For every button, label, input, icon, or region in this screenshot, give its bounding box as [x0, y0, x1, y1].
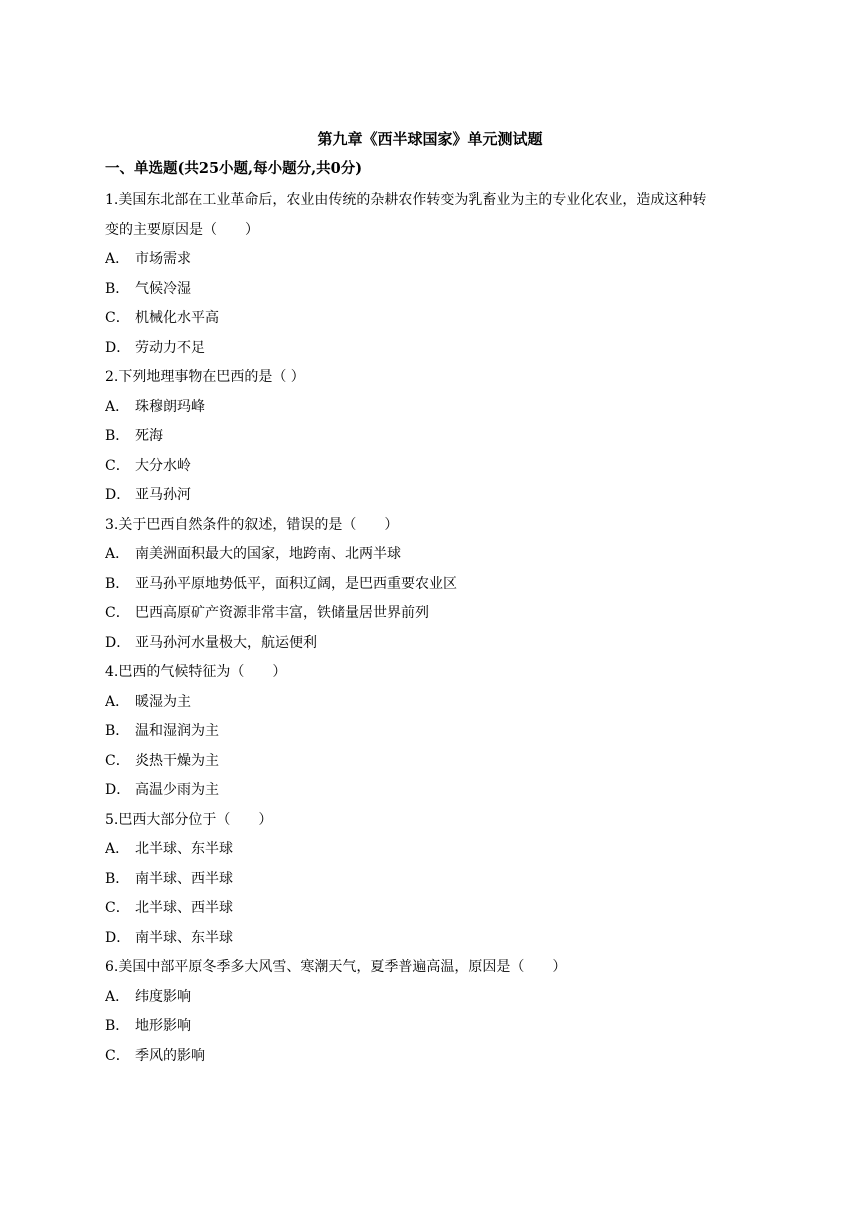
option-text: 地形影响 — [135, 1018, 191, 1034]
option-letter: A． — [105, 988, 130, 1005]
answer-option — [105, 865, 755, 895]
question-stem: 3.关于巴西自然条件的叙述，错误的是（ ） — [105, 516, 399, 533]
option-letter: A． — [105, 398, 130, 415]
option-text: 亚马孙平原地势低平，面积辽阔，是巴西重要农业区 — [135, 575, 457, 592]
option-text: 南美洲面积最大的国家，地跨南、北两半球 — [135, 546, 401, 562]
question-stem: 变的主要原因是（ ） — [105, 221, 259, 238]
option-text: 大分水岭 — [135, 457, 191, 474]
answer-option — [105, 245, 755, 275]
answer-option — [105, 688, 755, 718]
option-letter: B． — [105, 870, 130, 887]
option-text: 气候冷湿 — [135, 280, 191, 297]
question-4 — [105, 658, 755, 806]
answer-option — [105, 540, 755, 570]
option-letter: D． — [105, 634, 131, 651]
answer-option — [105, 452, 755, 482]
option-letter: B． — [105, 1018, 130, 1034]
option-letter: C． — [105, 752, 130, 769]
option-text: 珠穆朗玛峰 — [135, 398, 205, 415]
answer-option — [105, 983, 755, 1013]
option-text: 北半球、东半球 — [135, 841, 233, 857]
answer-option — [105, 835, 755, 865]
option-letter: D． — [105, 782, 131, 798]
option-text: 巴西高原矿产资源非常丰富，铁储量居世界前列 — [135, 605, 429, 621]
option-letter: D． — [105, 929, 131, 946]
option-text: 北半球、西半球 — [135, 900, 233, 916]
answer-option — [105, 776, 755, 806]
answer-option — [105, 275, 755, 305]
option-letter: B． — [105, 723, 130, 739]
option-text: 南半球、西半球 — [135, 870, 233, 887]
option-letter: C． — [105, 310, 130, 326]
page-title: 第九章《西半球国家》单元测试题 — [317, 130, 543, 148]
option-text: 暖湿为主 — [135, 693, 191, 710]
question-stem: 5.巴西大部分位于（ ） — [105, 811, 273, 828]
answer-option — [105, 570, 755, 600]
question-stem: 4.巴西的气候特征为（ ） — [105, 664, 287, 680]
question-5 — [105, 806, 755, 954]
question-stem: 1.美国东北部在工业革命后，农业由传统的杂耕农作转变为乳畜业为主的专业化农业，造成这种转 — [105, 192, 707, 208]
answer-option — [105, 629, 755, 659]
answer-option — [105, 924, 755, 954]
option-text: 亚马孙河水量极大，航运便利 — [135, 634, 317, 651]
answer-option — [105, 304, 755, 334]
option-letter: A． — [105, 693, 130, 710]
option-letter: D． — [105, 339, 131, 356]
option-letter: C． — [105, 605, 130, 621]
answer-option — [105, 1042, 755, 1072]
option-letter: A． — [105, 841, 130, 857]
option-letter: B． — [105, 280, 130, 297]
question-stem: 2.下列地理事物在巴西的是（ ） — [105, 369, 305, 385]
option-letter: C． — [105, 1047, 130, 1064]
question-2 — [105, 363, 755, 511]
answer-option — [105, 334, 755, 364]
option-letter: C． — [105, 900, 130, 916]
option-text: 机械化水平高 — [135, 310, 219, 326]
question-stem: 6.美国中部平原冬季多大风雪、寒潮天气，夏季普遍高温，原因是（ ） — [105, 959, 567, 975]
question-list — [105, 186, 755, 1071]
option-text: 纬度影响 — [135, 988, 191, 1005]
option-letter: A． — [105, 546, 130, 562]
answer-option — [105, 717, 755, 747]
option-letter: C． — [105, 457, 130, 474]
option-text: 温和湿润为主 — [135, 723, 219, 739]
option-letter: B． — [105, 428, 130, 444]
question-6 — [105, 953, 755, 1071]
option-letter: A． — [105, 251, 130, 267]
option-text: 炎热干燥为主 — [135, 752, 219, 769]
option-letter: B． — [105, 575, 130, 592]
option-text: 市场需求 — [135, 251, 191, 267]
option-text: 高温少雨为主 — [135, 782, 219, 798]
option-text: 季风的影响 — [135, 1047, 205, 1064]
option-letter: D． — [105, 487, 131, 503]
option-text: 劳动力不足 — [135, 339, 205, 356]
answer-option — [105, 393, 755, 423]
answer-option — [105, 599, 755, 629]
option-text: 亚马孙河 — [135, 487, 191, 503]
answer-option — [105, 481, 755, 511]
answer-option — [105, 1012, 755, 1042]
answer-option — [105, 422, 755, 452]
answer-option — [105, 747, 755, 777]
answer-option — [105, 894, 755, 924]
question-1 — [105, 186, 755, 363]
section-heading: 一、单选题(共25小题,每小题分,共0分) — [105, 160, 363, 177]
question-3 — [105, 511, 755, 659]
option-text: 南半球、东半球 — [135, 929, 233, 946]
option-text: 死海 — [135, 428, 163, 444]
